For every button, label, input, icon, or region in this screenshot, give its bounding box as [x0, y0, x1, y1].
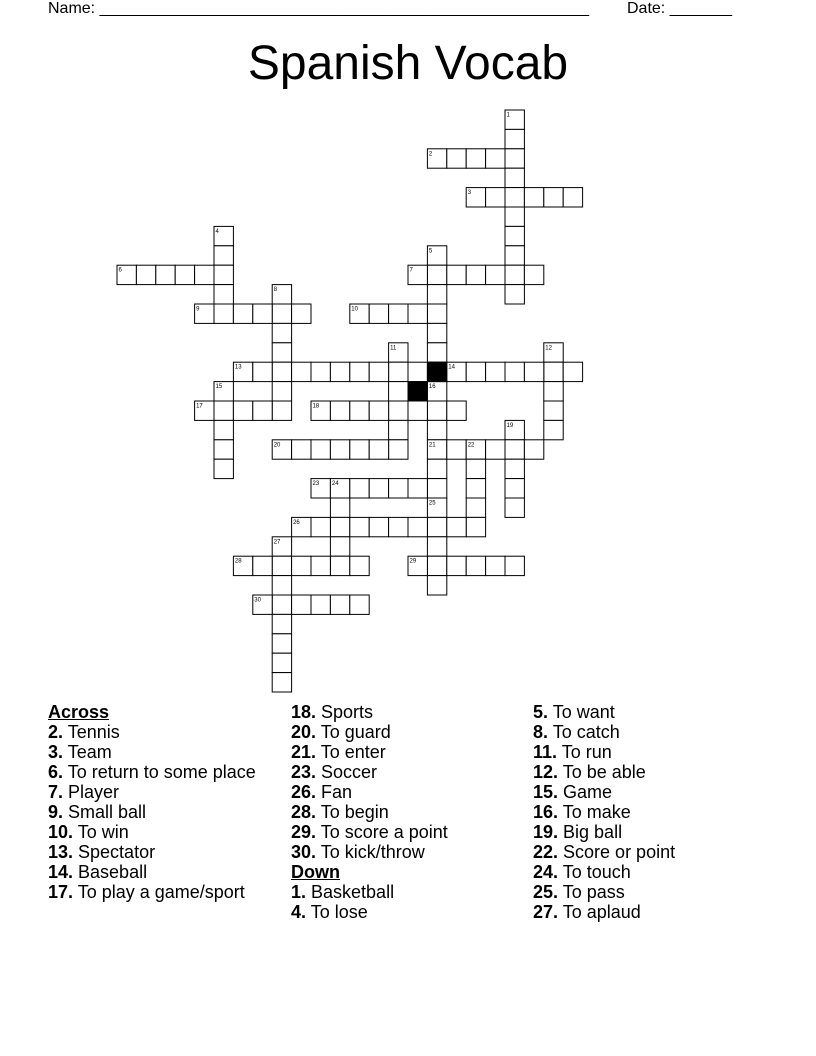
- grid-cell[interactable]: [214, 401, 233, 420]
- clue-item-number: 8.: [533, 722, 549, 742]
- clue-item: [533, 862, 763, 882]
- clue-item-text: To score a point: [316, 822, 448, 842]
- grid-cell[interactable]: [427, 420, 446, 439]
- clue-item-text: To pass: [558, 882, 625, 902]
- clue-item-text: Baseball: [73, 862, 148, 882]
- grid-cell[interactable]: [253, 304, 272, 323]
- clue-section-heading: Down: [291, 862, 340, 882]
- clue-item-number: 19.: [533, 822, 559, 842]
- clue-number: 25: [428, 500, 436, 507]
- grid-cell[interactable]: [389, 401, 408, 420]
- clue-number: 28: [234, 558, 242, 565]
- grid-cell[interactable]: [272, 382, 291, 401]
- clue-item-number: 18.: [291, 702, 317, 722]
- grid-cell[interactable]: [505, 129, 524, 148]
- grid-cell[interactable]: [389, 440, 408, 459]
- grid-cell[interactable]: [369, 517, 388, 536]
- grid-cell[interactable]: [505, 265, 524, 284]
- clue-item-text: To play a game/sport: [73, 882, 245, 902]
- grid-cell[interactable]: [272, 576, 291, 595]
- clue-item-number: 17.: [48, 882, 74, 902]
- grid-cell[interactable]: [505, 440, 524, 459]
- grid-cell[interactable]: [389, 420, 408, 439]
- clue-item-number: 30.: [291, 842, 317, 862]
- grid-cell[interactable]: [408, 401, 427, 420]
- clue-item-text: Basketball: [306, 882, 395, 902]
- clues-column-1: [48, 702, 278, 902]
- clue-item-number: 1.: [291, 882, 307, 902]
- grid-cell[interactable]: [466, 517, 485, 536]
- grid-cell[interactable]: [350, 556, 369, 575]
- name-field: Name: _______________________________________________________: [48, 0, 589, 17]
- clue-section-heading: Across: [48, 702, 110, 722]
- grid-cell[interactable]: [427, 304, 446, 323]
- clue-number: 8: [273, 287, 278, 294]
- grid-cell[interactable]: [272, 634, 291, 653]
- grid-cell[interactable]: [544, 362, 563, 381]
- grid-cell[interactable]: [466, 265, 485, 284]
- grid-cell[interactable]: [408, 517, 427, 536]
- clue-number: 24: [331, 481, 339, 488]
- grid-cell[interactable]: [486, 556, 505, 575]
- clue-number: 27: [273, 539, 281, 546]
- clue-number: 22: [467, 442, 475, 449]
- grid-cell[interactable]: [486, 188, 505, 207]
- clue-number: 18: [312, 403, 320, 410]
- grid-cell[interactable]: [214, 285, 233, 304]
- grid-cell[interactable]: [311, 440, 330, 459]
- grid-cell[interactable]: [156, 265, 175, 284]
- grid-cell[interactable]: [253, 401, 272, 420]
- grid-cell[interactable]: [466, 459, 485, 478]
- clue-number: 15: [215, 384, 223, 391]
- grid-cell[interactable]: [350, 440, 369, 459]
- clue-item-text: Spectator: [73, 842, 156, 862]
- clue-item-number: 14.: [48, 862, 74, 882]
- clue-item-text: Player: [63, 782, 120, 802]
- clue-item: [48, 842, 278, 862]
- clue-number: 2: [428, 151, 433, 158]
- page-title: Spanish Vocab: [247, 37, 569, 90]
- clue-item: [291, 822, 521, 842]
- grid-cell[interactable]: [369, 362, 388, 381]
- grid-cell[interactable]: [505, 226, 524, 245]
- grid-cell[interactable]: [175, 265, 194, 284]
- clue-item-number: 2.: [48, 722, 64, 742]
- grid-cell[interactable]: [272, 595, 291, 614]
- grid-cell[interactable]: [447, 401, 466, 420]
- grid-cell[interactable]: [447, 265, 466, 284]
- grid-cell[interactable]: [505, 207, 524, 226]
- clue-item: [48, 722, 278, 742]
- black-square: [408, 382, 427, 401]
- clue-item-text: To make: [558, 802, 631, 822]
- clue-item: [533, 902, 763, 922]
- clue-item: [291, 902, 521, 922]
- clue-item: [533, 762, 763, 782]
- grid-cell[interactable]: [272, 653, 291, 672]
- clue-item: [533, 822, 763, 842]
- clue-item-text: To aplaud: [558, 902, 641, 922]
- clue-item-text: To guard: [316, 722, 391, 742]
- grid-cell[interactable]: [214, 440, 233, 459]
- grid-cell[interactable]: [330, 362, 349, 381]
- clue-item: [48, 802, 278, 822]
- grid-cell[interactable]: [292, 556, 311, 575]
- clues-column-3: [533, 702, 763, 922]
- grid-cell[interactable]: [505, 459, 524, 478]
- grid-cell[interactable]: [466, 498, 485, 517]
- grid-cell[interactable]: [427, 401, 446, 420]
- grid-cell[interactable]: [447, 556, 466, 575]
- grid-cell[interactable]: [447, 517, 466, 536]
- grid-cell[interactable]: [233, 304, 252, 323]
- grid-cell[interactable]: [408, 362, 427, 381]
- clue-item-number: 23.: [291, 762, 317, 782]
- clue-item-number: 12.: [533, 762, 559, 782]
- grid-cell[interactable]: [311, 362, 330, 381]
- grid-cell[interactable]: [466, 362, 485, 381]
- grid-cell[interactable]: [544, 188, 563, 207]
- grid-cell[interactable]: [427, 265, 446, 284]
- grid-cell[interactable]: [505, 479, 524, 498]
- clue-item: [48, 862, 278, 882]
- grid-cell[interactable]: [389, 479, 408, 498]
- grid-cell[interactable]: [311, 517, 330, 536]
- clue-item: [48, 762, 278, 782]
- grid-cell[interactable]: [408, 304, 427, 323]
- clue-number: 12: [545, 345, 552, 352]
- grid-cell[interactable]: [272, 614, 291, 633]
- grid-cell[interactable]: [330, 498, 349, 517]
- clue-item-text: Game: [558, 782, 613, 802]
- grid-cell[interactable]: [369, 479, 388, 498]
- clue-item-text: To begin: [316, 802, 389, 822]
- grid-cell[interactable]: [524, 440, 543, 459]
- clue-item-text: Sports: [316, 702, 374, 722]
- grid-cell[interactable]: [486, 440, 505, 459]
- grid-cell[interactable]: [214, 246, 233, 265]
- clue-item-text: To catch: [548, 722, 620, 742]
- grid-cell[interactable]: [505, 188, 524, 207]
- clue-item: [48, 882, 278, 902]
- clue-item-number: 9.: [48, 802, 64, 822]
- clue-item-text: Tennis: [63, 722, 120, 742]
- grid-cell[interactable]: [330, 595, 349, 614]
- clue-item-number: 7.: [48, 782, 64, 802]
- grid-cell[interactable]: [389, 362, 408, 381]
- grid-cell[interactable]: [350, 479, 369, 498]
- clue-number: 20: [273, 442, 281, 449]
- clue-item: [48, 742, 278, 762]
- grid-cell[interactable]: [544, 420, 563, 439]
- clue-item: [48, 782, 278, 802]
- grid-cell[interactable]: [253, 362, 272, 381]
- grid-cell[interactable]: [253, 556, 272, 575]
- clue-item-number: 11.: [533, 742, 558, 762]
- clue-item-number: 25.: [533, 882, 559, 902]
- clue-item-number: 3.: [48, 742, 64, 762]
- clue-item-number: 16.: [533, 802, 559, 822]
- clue-item: [291, 802, 521, 822]
- clue-number: 30: [254, 597, 261, 604]
- grid-cell[interactable]: [292, 440, 311, 459]
- clue-item-number: 21.: [291, 742, 317, 762]
- black-square: [427, 362, 446, 381]
- grid-cell[interactable]: [486, 149, 505, 168]
- clue-item: [291, 762, 521, 782]
- clue-item: [291, 742, 521, 762]
- clue-item-text: To lose: [306, 902, 368, 922]
- grid-cell[interactable]: [427, 479, 446, 498]
- clue-number: 14: [448, 364, 455, 371]
- clue-item-number: 27.: [533, 902, 559, 922]
- clue-item: [533, 702, 763, 722]
- clue-number: 29: [409, 558, 417, 565]
- clue-item-number: 10.: [48, 822, 74, 842]
- grid-cell[interactable]: [272, 362, 291, 381]
- grid-cell[interactable]: [311, 556, 330, 575]
- date-field: Date: _______: [627, 0, 732, 17]
- clue-number: 6: [118, 267, 122, 274]
- clue-number: 1: [506, 112, 510, 119]
- grid-cell[interactable]: [330, 401, 349, 420]
- clue-item-text: To want: [548, 702, 615, 722]
- grid-cell[interactable]: [524, 362, 543, 381]
- grid-cell[interactable]: [350, 362, 369, 381]
- grid-cell[interactable]: [505, 149, 524, 168]
- grid-cell[interactable]: [447, 149, 466, 168]
- clue-item-text: Big ball: [558, 822, 623, 842]
- grid-cell[interactable]: [233, 401, 252, 420]
- grid-cell[interactable]: [505, 556, 524, 575]
- clues-column-2: [291, 702, 521, 922]
- grid-cell[interactable]: [214, 420, 233, 439]
- grid-cell[interactable]: [136, 265, 155, 284]
- clue-item: [291, 722, 521, 742]
- grid-cell[interactable]: [563, 362, 582, 381]
- grid-cell[interactable]: [427, 517, 446, 536]
- clue-item-number: 4.: [291, 902, 307, 922]
- clue-item: [291, 842, 521, 862]
- grid-cell[interactable]: [524, 265, 543, 284]
- grid-cell[interactable]: [563, 188, 582, 207]
- grid-cell[interactable]: [292, 595, 311, 614]
- grid-cell[interactable]: [330, 537, 349, 556]
- grid-cell[interactable]: [272, 304, 291, 323]
- grid-cell[interactable]: [311, 595, 330, 614]
- clue-number: 26: [293, 519, 300, 526]
- clue-number: 5: [428, 248, 433, 255]
- grid-cell[interactable]: [466, 556, 485, 575]
- grid-cell[interactable]: [427, 323, 446, 342]
- grid-cell[interactable]: [389, 304, 408, 323]
- clue-number: 3: [467, 190, 472, 197]
- clue-item-text: To run: [557, 742, 612, 762]
- grid-cell[interactable]: [272, 401, 291, 420]
- grid-cell[interactable]: [369, 304, 388, 323]
- clue-item: [48, 822, 278, 842]
- clue-item-number: 28.: [291, 802, 317, 822]
- clue-item-text: Score or point: [558, 842, 676, 862]
- grid-cell[interactable]: [544, 401, 563, 420]
- grid-cell[interactable]: [272, 343, 291, 362]
- grid-cell[interactable]: [524, 188, 543, 207]
- clue-number: 16: [428, 384, 436, 391]
- grid-cell[interactable]: [330, 556, 349, 575]
- clue-item: [291, 882, 521, 902]
- grid-cell[interactable]: [427, 343, 446, 362]
- grid-cell[interactable]: [505, 285, 524, 304]
- grid-cell[interactable]: [292, 304, 311, 323]
- clue-item: [533, 722, 763, 742]
- clue-item-text: To win: [73, 822, 129, 842]
- grid-cell[interactable]: [427, 285, 446, 304]
- grid-cell[interactable]: [195, 265, 214, 284]
- clue-item-number: 22.: [533, 842, 559, 862]
- clue-item-number: 20.: [291, 722, 317, 742]
- grid-cell[interactable]: [389, 382, 408, 401]
- grid-cell[interactable]: [505, 246, 524, 265]
- grid-cell[interactable]: [292, 362, 311, 381]
- clue-number: 7: [409, 267, 413, 274]
- grid-cell[interactable]: [272, 323, 291, 342]
- clue-item-number: 13.: [48, 842, 74, 862]
- clue-number: 10: [351, 306, 358, 313]
- clue-number: 23: [312, 481, 320, 488]
- clue-item-text: Fan: [316, 782, 353, 802]
- grid-cell[interactable]: [369, 440, 388, 459]
- grid-cell[interactable]: [466, 479, 485, 498]
- grid-cell[interactable]: [214, 459, 233, 478]
- grid-cell[interactable]: [214, 265, 233, 284]
- grid-cell[interactable]: [447, 440, 466, 459]
- grid-cell[interactable]: [486, 265, 505, 284]
- clue-item-number: 29.: [291, 822, 317, 842]
- grid-cell[interactable]: [408, 479, 427, 498]
- clue-item: [533, 802, 763, 822]
- clue-item: [533, 882, 763, 902]
- clue-item-number: 5.: [533, 702, 549, 722]
- grid-cell[interactable]: [350, 517, 369, 536]
- clue-item: [291, 782, 521, 802]
- clue-number: 19: [506, 422, 514, 429]
- grid-cell[interactable]: [350, 595, 369, 614]
- grid-cell[interactable]: [272, 556, 291, 575]
- grid-cell[interactable]: [505, 362, 524, 381]
- grid-cell[interactable]: [486, 362, 505, 381]
- clue-item-number: 24.: [533, 862, 559, 882]
- clue-item-number: 15.: [533, 782, 559, 802]
- clue-item-text: To kick/throw: [316, 842, 425, 862]
- grid-cell[interactable]: [505, 498, 524, 517]
- grid-cell[interactable]: [427, 556, 446, 575]
- clue-item-text: To return to some place: [63, 762, 256, 782]
- clue-item: [291, 702, 521, 722]
- clue-number: 4: [215, 228, 219, 235]
- grid-cell[interactable]: [466, 149, 485, 168]
- grid-cell[interactable]: [544, 382, 563, 401]
- clue-item: [533, 742, 763, 762]
- clue-number: 21: [428, 442, 436, 449]
- clue-item-text: Small ball: [63, 802, 147, 822]
- clue-item: [533, 842, 763, 862]
- clue-number: 13: [234, 364, 242, 371]
- grid-cell[interactable]: [427, 537, 446, 556]
- clue-number: 9: [196, 306, 200, 313]
- clue-item-text: To touch: [558, 862, 631, 882]
- clue-number: 11: [390, 345, 397, 352]
- clue-item-number: 6.: [48, 762, 64, 782]
- grid-cell[interactable]: [427, 459, 446, 478]
- grid-cell[interactable]: [369, 401, 388, 420]
- grid-cell[interactable]: [330, 517, 349, 536]
- clue-item-text: Team: [63, 742, 112, 762]
- clue-item-number: 26.: [291, 782, 317, 802]
- grid-cell[interactable]: [505, 168, 524, 187]
- grid-cell[interactable]: [214, 304, 233, 323]
- grid-cell[interactable]: [330, 440, 349, 459]
- clue-item-text: To enter: [316, 742, 386, 762]
- clue-item-text: To be able: [558, 762, 646, 782]
- clue-item: [533, 782, 763, 802]
- clue-item-text: Soccer: [316, 762, 378, 782]
- grid-cell[interactable]: [272, 673, 291, 692]
- grid-cell[interactable]: [427, 576, 446, 595]
- grid-cell[interactable]: [389, 517, 408, 536]
- clue-number: 17: [196, 403, 203, 410]
- grid-cell[interactable]: [350, 401, 369, 420]
